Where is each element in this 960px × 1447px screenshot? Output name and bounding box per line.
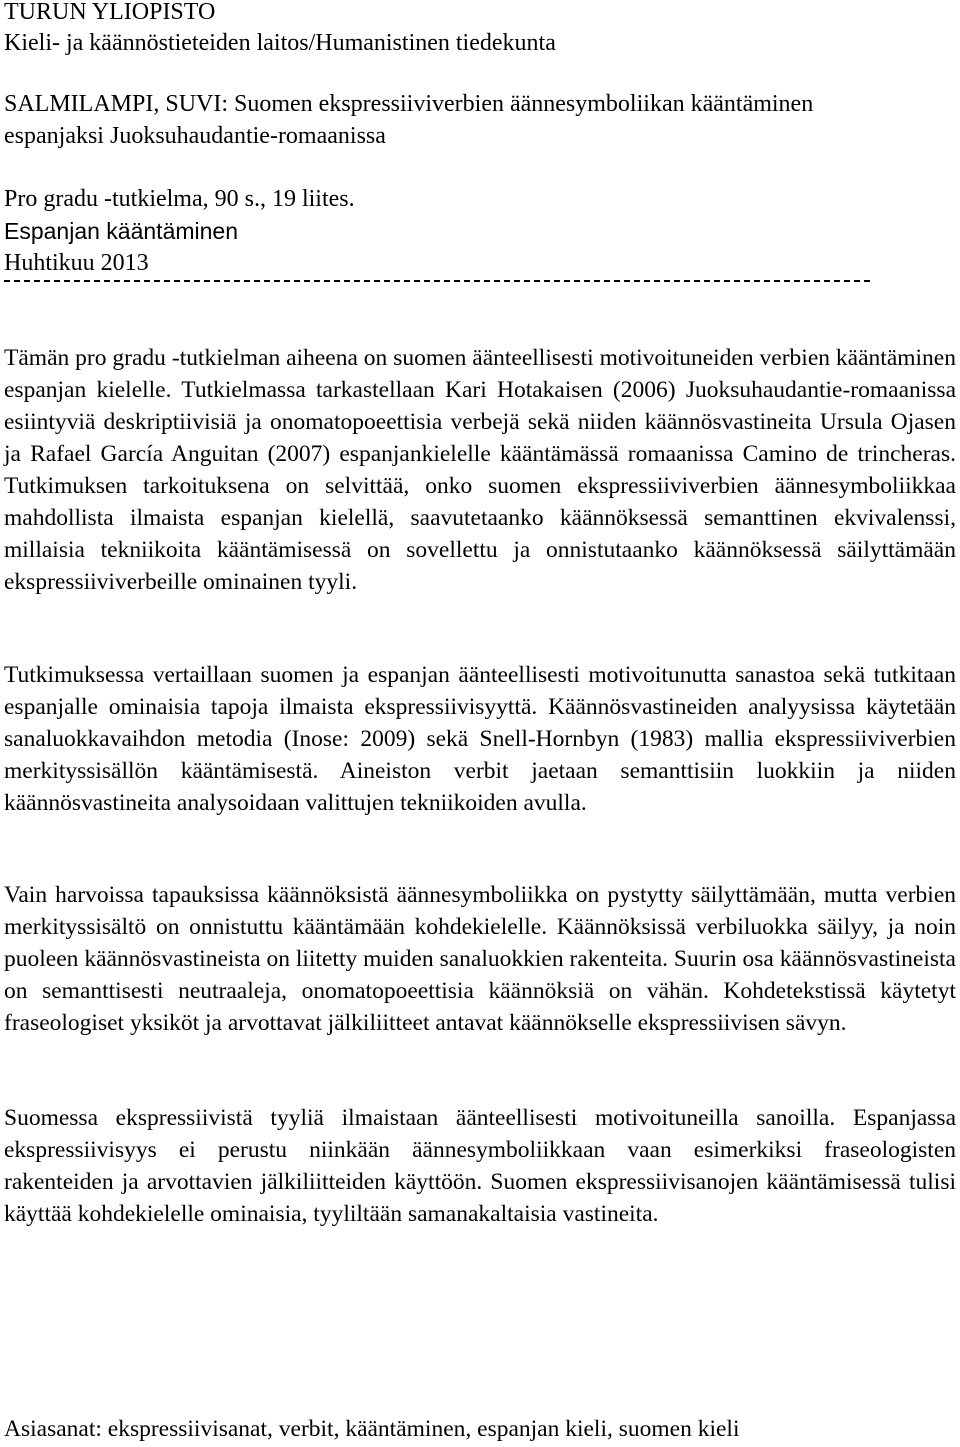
thesis-info: Pro gradu -tutkielma, 90 s., 19 liites. xyxy=(4,186,355,212)
abstract-paragraph-3: Vain harvoissa tapauksissa käännöksistä äännesymboliikka on pystytty säilyttämään, mutta verbien merkityssisältö on onnistuttu kääntämään kohdekielelle. Käännöksissä verbiluokka säilyy, ja noin puoleen käännösvastineista on liitetty muiden sanaluokkien rakenteita. Suurin osa käännösvastineista on semanttisesti neutraaleja, onomatopoeettisia käännöksiä on vähän. Kohdetekstissä käytetyt fraseologiset yksiköt ja arvottavat jälkiliitteet antavat käännökselle ekspressiivisen sävyn. xyxy=(4,882,956,1036)
department-name: Kieli- ja käännöstieteiden laitos/Humanistinen tiedekunta xyxy=(4,30,556,56)
keywords: Asiasanat: ekspressiivisanat, verbit, kääntäminen, espanjan kieli, suomen kieli xyxy=(4,1416,740,1442)
author-title-line-2: espanjaksi Juoksuhaudantie-romaanissa xyxy=(4,123,386,149)
author-title-line-1: SALMILAMPI, SUVI: Suomen ekspressiiviverbien äännesymboliikan kääntäminen xyxy=(4,91,814,117)
abstract-paragraph-2: Tutkimuksessa vertaillaan suomen ja espanjan äänteellisesti motivoitunutta sanastoa sekä tutkitaan espanjalle ominaisia tapoja ilmaista ekspressiivisyyttä. Käännösvastineiden analyysissa käytetään sanaluokkavaihdon metodia (Inose: 2009) sekä Snell-Hornbyn (1983) mallia ekspressiiviverbien merkityssisällön kääntämisestä. Aineiston verbit jaetaan semanttisiin luokkiin ja niiden käännösvastineita analysoidaan valittujen tekniikoiden avulla. xyxy=(4,662,956,816)
abstract-paragraph-4: Suomessa ekspressiivistä tyyliä ilmaistaan äänteellisesti motivoituneilla sanoilla. Espanjassa ekspressiivisyys ei perustu niinkään äännesymboliikkaan vaan esimerkiksi fraseologisten rakenteiden ja arvottavien jälkiliitteiden käyttöön. Suomen ekspressiivisanojen kääntämisessä tulisi käyttää kohdekielelle ominaisia, tyyliltään samanakaltaisia vastineita. xyxy=(4,1105,956,1227)
date: Huhtikuu 2013 xyxy=(4,250,149,276)
divider-line xyxy=(4,280,870,282)
abstract-paragraph-1: Tämän pro gradu -tutkielman aiheena on suomen äänteellisesti motivoituneiden verbien kääntäminen espanjan kielelle. Tutkielmassa tarkastellaan Kari Hotakaisen (2006) Juoksuhaudantie-romaanissa esiintyviä deskriptiivisiä ja onomatopoeettisia verbejä sekä niiden käännösvastineita Ursula Ojasen ja Rafael García Anguitan (2007) espanjankielelle kääntämässä romaanissa Camino de trincheras. Tutkimuksen tarkoituksena on selvittää, onko suomen ekspressiiviverbien äännesymboliikkaa mahdollista ilmaista espanjan kielellä, saavutetaanko käännöksessä semanttinen ekvivalenssi, millaisia tekniikoita kääntämisessä on sovellettu ja onnistutaanko käännöksessä säilyttämään ekspressiiviverbeille ominainen tyyli. xyxy=(4,345,956,595)
subject: Espanjan kääntäminen xyxy=(4,218,238,244)
university-name: TURUN YLIOPISTO xyxy=(4,0,216,25)
